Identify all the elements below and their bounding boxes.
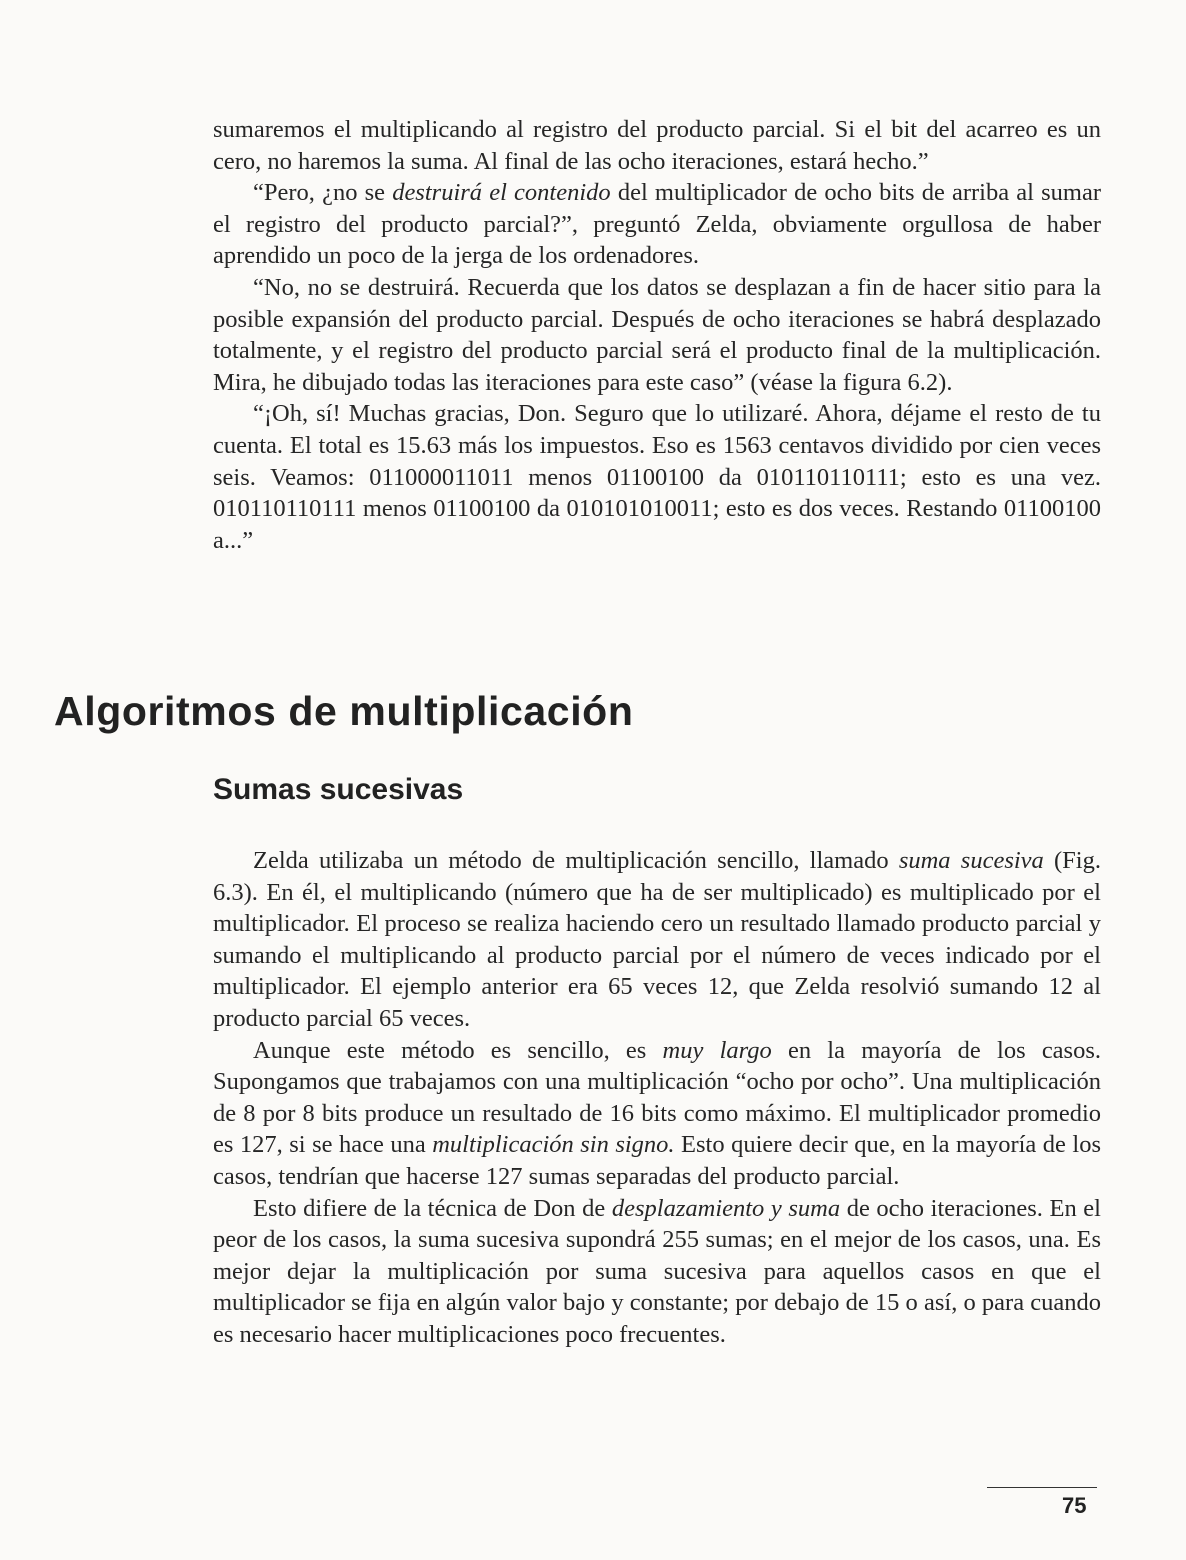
emphasis: muy largo	[662, 1036, 772, 1064]
intro-paragraph-1: sumaremos el multiplicando al registro del producto parcial. Si el bit del acarreo es un cero, no haremos la suma. Al final de las ocho iteraciones, estará hecho.”	[213, 116, 1101, 175]
intro-paragraph-3: “No, no se destruirá. Recuerda que los datos se desplazan a fin de hacer sitio para la posible expansión del producto parcial. Después de ocho iteraciones se habrá desplazado totalmente, y el registro del producto parcial será el producto final de la multiplicación. Mira, he dibujado todas las iteraciones para este caso” (véase la figura 6.2).	[213, 273, 1101, 396]
footer-rule	[987, 1487, 1097, 1488]
emphasis: destruirá el contenido	[392, 179, 611, 207]
body-paragraph-2: Aunque este método es sencillo, es muy largo en la mayoría de los casos. Supongamos que trabajamos con una multiplicación “ocho por ocho”. Una multiplicación de 8 por 8 bits produce un resultado de 16 bits como máximo. El multiplicador promedio es 127, si se hace una multiplicación sin signo. Esto quiere decir que, en la mayoría de los casos, tendrían que hacerse 127 sumas separadas del producto parcial.	[213, 1036, 1102, 1190]
body-paragraph-3: Esto difiere de la técnica de Don de desplazamiento y suma de ocho iteraciones. En el peor de los casos, la suma sucesiva supondrá 255 sumas; en el mejor de los casos, una. Es mejor dejar la multiplicación por suma sucesiva para aquellos casos en que el multiplicador se fija en algún valor bajo y constante; por debajo de 15 o así, o para cuando es necesario hacer multiplicaciones poco frecuentes.	[213, 1194, 1101, 1348]
emphasis: desplazamiento y suma	[611, 1194, 841, 1222]
emphasis: multiplicación sin signo.	[432, 1131, 675, 1159]
emphasis: suma sucesiva	[898, 847, 1044, 874]
section-title: Algoritmos de multiplicación	[54, 688, 634, 734]
intro-text	[213, 114, 1101, 556]
intro-paragraph-2: “Pero, ¿no se destruirá el contenido del multiplicador de ocho bits de arriba al sumar el registro del producto parcial?”, preguntó Zelda, obviamente orgullosa de haber aprendido un poco de la jerga de los ordenadores.	[213, 179, 1101, 270]
page-number: 75	[1062, 1493, 1087, 1518]
intro-paragraph-4: “¡Oh, sí! Muchas gracias, Don. Seguro que lo utilizaré. Ahora, déjame el resto de tu cuenta. El total es 15.63 más los impuestos. Eso es 1563 centavos dividido por cien veces seis. Veamos: 011000011011 menos 01100100 da 010110110111; esto es una vez. 010110110111 menos 01100100 da 010101010011; esto es dos veces. Restando 01100100 a...”	[213, 400, 1101, 554]
body-paragraph-1: Zelda utilizaba un método de multiplicación sencillo, llamado suma sucesiva (Fig. 6.3). En él, el multiplicando (número que ha de ser multiplicado) es multiplicado por el multiplicador. El proceso se realiza haciendo cero un resultado llamado producto parcial y sumando el multiplicando al producto parcial por el número de veces indicado por el multiplicador. El ejemplo anterior era 65 veces 12, que Zelda resolvió sumando 12 al producto parcial 65 veces.	[213, 847, 1101, 1032]
section-body	[213, 845, 1101, 1351]
subsection-title: Sumas sucesivas	[213, 773, 464, 806]
